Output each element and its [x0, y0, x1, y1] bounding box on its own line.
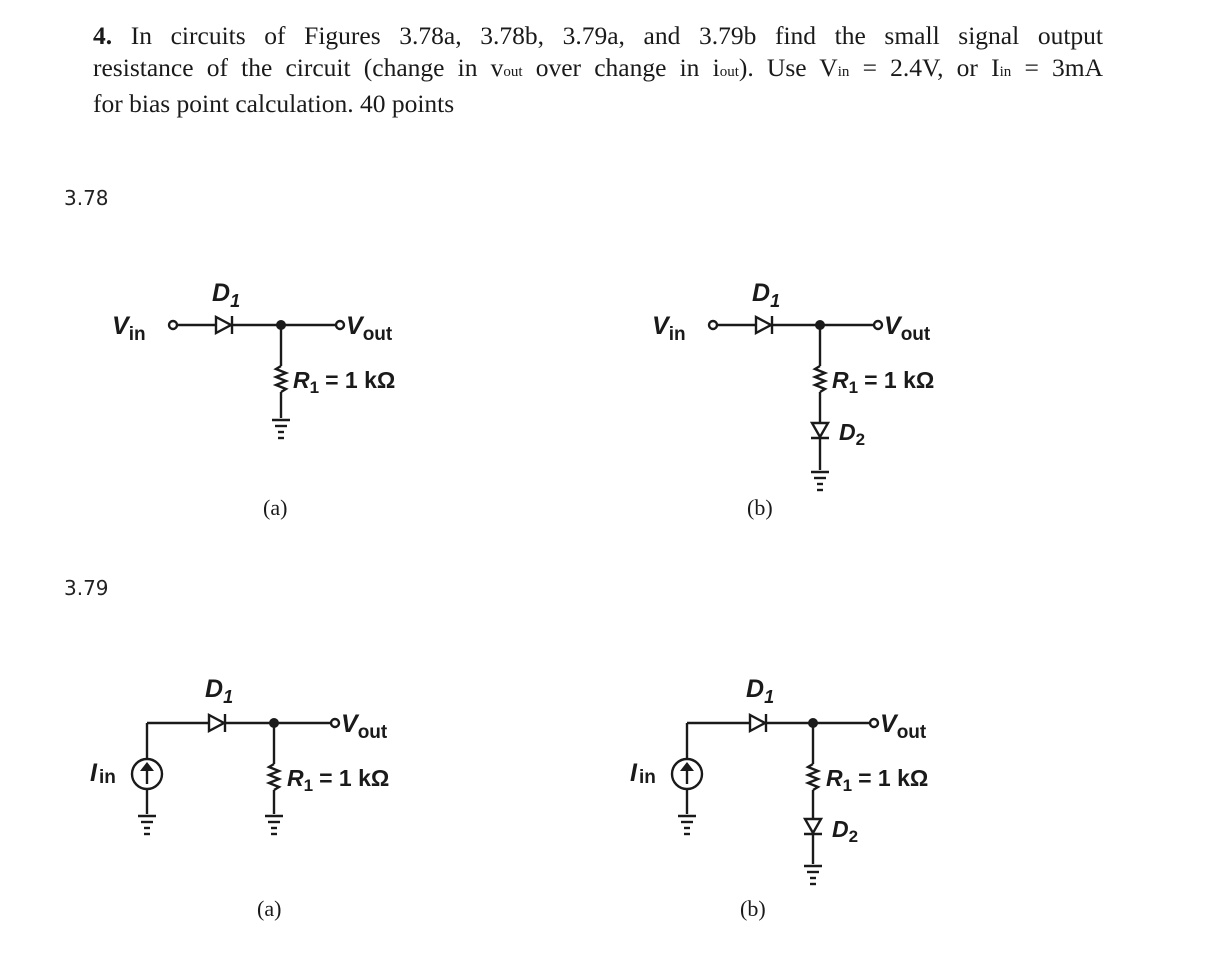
diode-d1-symbol — [209, 714, 225, 732]
diode-d2-symbol — [804, 819, 822, 834]
diode-d2-symbol — [811, 423, 829, 438]
caption: (b) — [740, 896, 766, 921]
r1-label: $R_1 = 1$ kΩ — [287, 765, 390, 795]
section-label-3-79: 3.79 — [64, 576, 109, 600]
r1-label: $R_1 = 1$ kΩ — [832, 367, 935, 397]
input-terminal — [169, 321, 177, 329]
vout-label: $V_{out}$ — [880, 710, 927, 743]
ground-symbol — [138, 816, 156, 834]
resistor-r1-symbol — [815, 366, 825, 392]
d1-label: $D_1$ — [205, 675, 234, 707]
vin-label: $V_{in}$ — [112, 312, 146, 345]
problem-statement — [93, 20, 1103, 120]
problem-number: 4. — [93, 21, 113, 50]
ground-symbol — [804, 866, 822, 884]
d2-label: $D_2$ — [832, 816, 859, 846]
ground-symbol — [265, 816, 283, 834]
resistor-r1-symbol — [269, 764, 279, 790]
r1-label: $R_1 = 1$ kΩ — [293, 367, 396, 397]
problem-line-1: 4. In circuits of Figures 3.78a, 3.78b, 3.79a, and 3.79b find the small signal output — [93, 21, 1103, 50]
output-terminal — [331, 719, 339, 727]
vout-label: $V_{out}$ — [346, 312, 393, 345]
output-terminal — [874, 321, 882, 329]
r1-label: $R_1 = 1$ kΩ — [826, 765, 929, 795]
diode-d1-symbol — [756, 316, 772, 334]
input-terminal — [709, 321, 717, 329]
figure-3-79b — [620, 668, 980, 938]
vout-label: $V_{out}$ — [884, 312, 931, 345]
vin-label: $V_{in}$ — [652, 312, 686, 345]
ground-symbol — [272, 420, 290, 438]
figure-3-79a — [80, 668, 440, 928]
diode-d1-symbol — [750, 714, 766, 732]
ground-symbol — [811, 472, 829, 490]
output-terminal — [870, 719, 878, 727]
d2-label: $D_2$ — [839, 419, 866, 449]
resistor-r1-symbol — [808, 764, 818, 790]
caption: (a) — [263, 495, 288, 520]
problem-line-3: for bias point calculation. 40 points — [93, 89, 455, 118]
iin-label: I in — [90, 759, 116, 788]
diode-d1-symbol — [216, 316, 232, 334]
vout-label: $V_{out}$ — [341, 710, 388, 743]
caption: (b) — [747, 495, 773, 520]
d1-label: $D_1$ — [212, 279, 241, 311]
figure-3-78b — [640, 270, 980, 530]
d1-label: $D_1$ — [746, 675, 775, 707]
figure-3-78a — [100, 270, 440, 530]
section-label-3-78: 3.78 — [64, 186, 109, 210]
current-source-symbol — [132, 759, 162, 789]
problem-line-2: resistance of the circuit (change in vout over change in iout). Use Vin = 2.4V, or Iin = 3mA — [93, 53, 1103, 82]
iin-label: I in — [630, 759, 656, 788]
d1-label: $D_1$ — [752, 279, 781, 311]
resistor-r1-symbol — [276, 366, 286, 392]
caption: (a) — [257, 896, 282, 921]
ground-symbol — [678, 816, 696, 834]
output-terminal — [336, 321, 344, 329]
current-source-symbol — [672, 759, 702, 789]
